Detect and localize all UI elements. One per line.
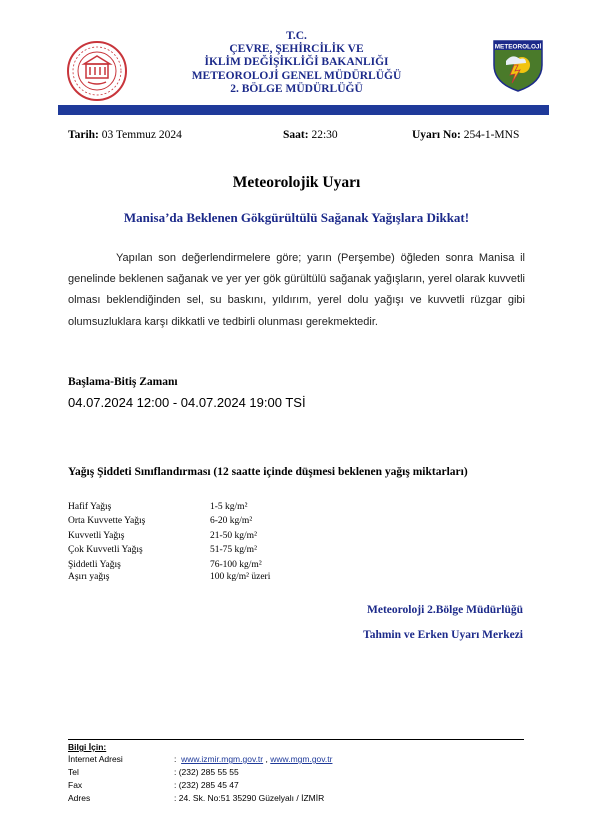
period-value: 04.07.2024 12:00 - 04.07.2024 19:00 TSİ (68, 395, 306, 410)
header-line-region: 2. BÖLGE MÜDÜRLÜĞÜ (230, 82, 363, 95)
footer-row-web (68, 754, 524, 766)
footer-divider (68, 739, 524, 740)
footer-value: : 24. Sk. No:51 35290 Güzelyalı / İZMİR (174, 793, 325, 803)
classification-name: Hafif Yağış (68, 502, 112, 512)
footer-row-fax (68, 780, 524, 792)
classification-name: Şiddetli Yağış (68, 560, 121, 570)
header-divider-bar (58, 105, 549, 115)
ministry-header (150, 30, 443, 96)
izmir-website-link[interactable]: www.izmir.mgm.gov.tr (181, 754, 264, 764)
date-label: Tarih: (68, 129, 99, 141)
classification-row (68, 531, 328, 544)
classification-name: Aşırı yağış (68, 572, 110, 582)
meteoroloji-shield-logo (492, 35, 544, 93)
warning-body-text: Yapılan son değerlendirmelere göre; yarın (Perşembe) öğleden sonra Manisa il genelinde beklenen sağanak ve yer yer gök gürültülü sağanak yağışların, yerel olarak kuvvetli olması beklendiğinden sel, su baskını, yıldırım, yerel dolu yağışı ve kuvvetli rüzgar gibi olumsuzluklara karşı dikkatli ve tedbirli olunması gerekmektedir. (68, 252, 525, 328)
classification-value: 6-20 kg/m² (210, 516, 253, 526)
warning-body (68, 248, 525, 333)
header-line-ministry-1: ÇEVRE, ŞEHİRCİLİK VE (229, 43, 364, 56)
warning-number-label: Uyarı No: (412, 129, 461, 141)
classification-value: 51-75 kg/m² (210, 545, 257, 555)
time-field (283, 129, 338, 141)
footer-label: İnternet Adresi (68, 754, 123, 764)
date-field (68, 129, 182, 141)
footer-heading: Bilgi İçin: (68, 742, 107, 752)
footer-row-phone (68, 767, 524, 779)
ministry-emblem-logo (66, 40, 128, 102)
document-subtitle: Manisa’da Beklenen Gökgürültülü Sağanak Yağışlara Dikkat! (123, 210, 470, 225)
classification-row (68, 516, 328, 529)
header-line-ministry-2: İKLİM DEĞİŞİKLİĞİ BAKANLIĞI (204, 56, 389, 69)
logo-text: METEOROLOJİ (494, 43, 542, 51)
document-title: Meteorolojik Uyarı (232, 174, 361, 191)
classification-value: 1-5 kg/m² (210, 502, 248, 512)
classification-row (68, 545, 328, 558)
classification-value: 100 kg/m² üzeri (210, 572, 271, 582)
signature-center: Tahmin ve Erken Uyarı Merkezi (363, 629, 523, 641)
classification-name: Çok Kuvvetli Yağış (68, 545, 143, 555)
warning-number-value: 254-1-MNS (463, 129, 520, 141)
classification-value: 21-50 kg/m² (210, 531, 257, 541)
footer-label: Tel (68, 767, 79, 777)
classification-value: 76-100 kg/m² (210, 560, 262, 570)
header-line-directorate: METEOROLOJİ GENEL MÜDÜRLÜĞÜ (191, 69, 402, 82)
date-value: 03 Temmuz 2024 (101, 129, 182, 141)
header-line-tc: T.C. (286, 30, 307, 42)
footer-value: : (232) 285 45 47 (174, 780, 239, 790)
signature-office: Meteoroloji 2.Bölge Müdürlüğü (367, 604, 523, 616)
classification-row (68, 502, 328, 515)
period-label: Başlama-Bitiş Zamanı (68, 376, 178, 388)
classification-title: Yağış Şiddeti Sınıflandırması (12 saatte içinde düşmesi beklenen yağış miktarları) (68, 466, 468, 478)
footer-row-address (68, 793, 524, 805)
footer-value: : (232) 285 55 55 (174, 767, 239, 777)
time-label: Saat: (283, 129, 309, 141)
mgm-website-link[interactable]: www.mgm.gov.tr (270, 754, 333, 764)
footer-value: : www.izmir.mgm.gov.tr , www.mgm.gov.tr (174, 754, 333, 764)
warning-number-field (412, 129, 519, 141)
classification-name: Orta Kuvvette Yağış (68, 516, 146, 526)
classification-name: Kuvvetli Yağış (68, 531, 125, 541)
footer-label: Adres (68, 793, 91, 803)
time-value: 22:30 (311, 129, 338, 141)
classification-row (68, 572, 328, 585)
footer-label: Fax (68, 780, 83, 790)
